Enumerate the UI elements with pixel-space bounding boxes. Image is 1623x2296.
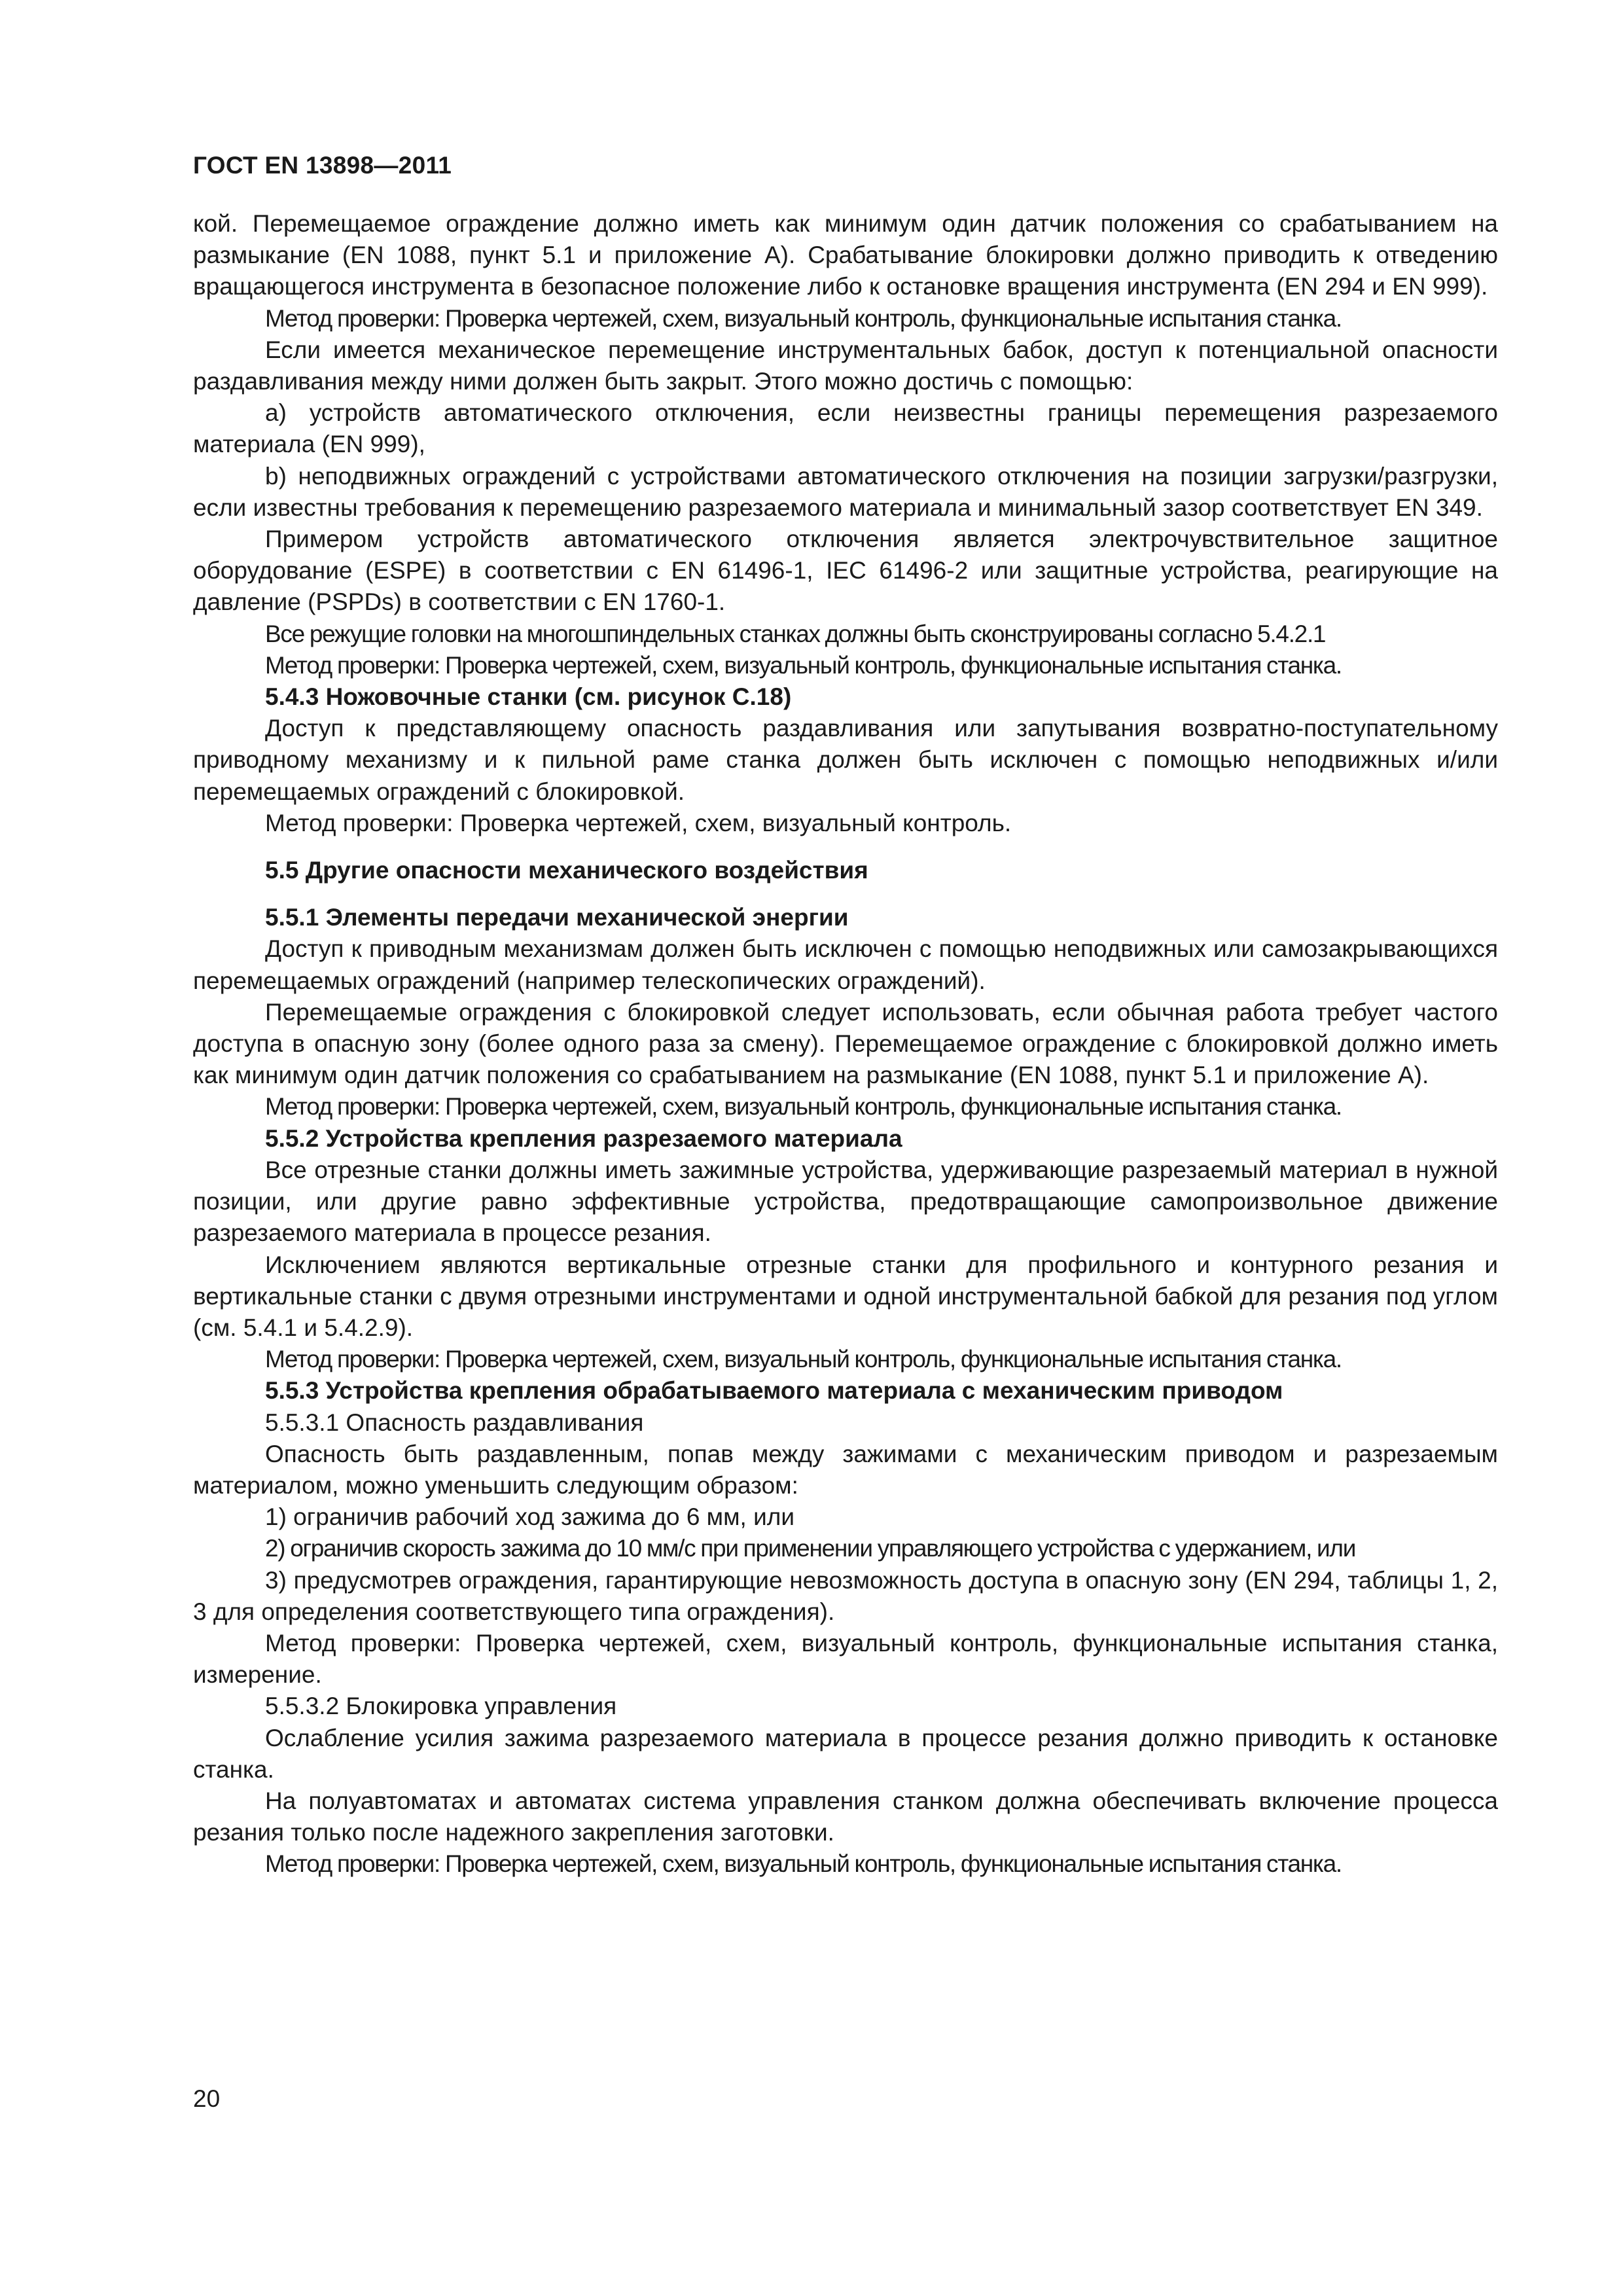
verification-method: Метод проверки: Проверка чертежей, схем, визуальный контроль, функциональные испытания станка, измерение.: [193, 1629, 1498, 1689]
section-heading: 5.4.3 Ножовочные станки (см. рисунок С.18): [265, 683, 792, 711]
verification-method: Метод проверки: Проверка чертежей, схем, визуальный контроль, функциональные испытания станка.: [265, 1850, 1342, 1878]
verification-method: Метод проверки: Проверка чертежей, схем, визуальный контроль, функциональные испытания станка.: [265, 304, 1342, 332]
paragraph: Опасность быть раздавленным, попав между зажимами с механическим приводом и разрезаемым материалом, можно уменьшить следующим образом:: [193, 1440, 1498, 1499]
paragraph: На полуавтоматах и автоматах система управления станком должна обеспечивать включение процесса резания только после надежного закрепления заготовки.: [193, 1787, 1498, 1846]
paragraph: Все режущие головки на многошпиндельных станках должны быть сконструированы согласно 5.4.2.1: [265, 620, 1326, 647]
paragraph: кой. Перемещаемое ограждение должно иметь как минимум один датчик положения со срабатыванием на размыкание (EN 1088, пункт 5.1 и приложение А). Срабатывание блокировки должно приводить к отведению вращающегося инструмента в безопасное положение либо к остановке вращения инструмента (EN 294 и EN 999).: [193, 210, 1498, 300]
section-heading: 5.5.1 Элементы передачи механической энергии: [265, 904, 849, 931]
section-heading: 5.5.2 Устройства крепления разрезаемого материала: [265, 1124, 902, 1152]
section-heading: 5.5 Другие опасности механического воздействия: [265, 857, 868, 884]
paragraph: Перемещаемые ограждения с блокировкой следует использовать, если обычная работа требует частого доступа в опасную зону (более одного раза за смену). Перемещаемое ограждение с блокировкой должно иметь как минимум один датчик положения со срабатыванием на размыкание (EN 1088, пункт 5.1 и приложение А).: [193, 998, 1498, 1089]
paragraph: Исключением являются вертикальные отрезные станки для профильного и контурного резания и вертикальные станки с двумя отрезными инструментами и одной инструментальной бабкой для резания под углом (см. 5.4.1 и 5.4.2.9).: [193, 1251, 1498, 1341]
paragraph: Ослабление усилия зажима разрезаемого материала в процессе резания должно приводить к остановке станка.: [193, 1724, 1498, 1783]
list-item: 1) ограничив рабочий ход зажима до 6 мм, или: [265, 1503, 795, 1531]
paragraph: Примером устройств автоматического отключения является электрочувствительное защитное оборудование (ESPE) в соответствии с EN 61496-1, IEC 61496-2 или защитные устройства, реагирующие на давление (PSPDs) в соответствии с EN 1760-1.: [193, 526, 1498, 616]
page-header: ГОСТ EN 13898—2011: [193, 152, 452, 179]
paragraph: Если имеется механическое перемещение инструментальных бабок, доступ к потенциальной опасности раздавливания между ними должен быть закрыт. Этого можно достичь с помощью:: [193, 336, 1498, 395]
paragraph: Доступ к приводным механизмам должен быть исключен с помощью неподвижных или самозакрывающихся перемещаемых ограждений (например телескопических ограждений).: [193, 935, 1498, 994]
section-heading: 5.5.3 Устройства крепления обрабатываемого материала с механическим приводом: [265, 1377, 1283, 1405]
subsection-heading: 5.5.3.1 Опасность раздавливания: [265, 1408, 644, 1436]
list-item: 2) ограничив скорость зажима до 10 мм/с при применении управляющего устройства с удержанием, или: [265, 1535, 1356, 1562]
subsection-heading: 5.5.3.2 Блокировка управления: [265, 1693, 617, 1720]
paragraph: Доступ к представляющему опасность раздавливания или запутывания возвратно-поступательному приводному механизму и к пильной раме станка должен быть исключен с помощью неподвижных и/или перемещаемых ограждений с блокировкой.: [193, 715, 1498, 805]
verification-method: Метод проверки: Проверка чертежей, схем, визуальный контроль, функциональные испытания станка.: [265, 1093, 1342, 1121]
paragraph: Все отрезные станки должны иметь зажимные устройства, удерживающие разрезаемый материал в нужной позиции, или другие равно эффективные устройства, предотвращающие самопроизвольное движение разрезаемого материала в процессе резания.: [193, 1156, 1498, 1247]
verification-method: Метод проверки: Проверка чертежей, схем, визуальный контроль.: [265, 809, 1012, 836]
list-item: b) неподвижных ограждений с устройствами автоматического отключения на позиции загрузки/разгрузки, если известны требования к перемещению разрезаемого материала и минимальный зазор соответствует EN 349.: [193, 462, 1498, 521]
verification-method: Метод проверки: Проверка чертежей, схем, визуальный контроль, функциональные испытания станка.: [265, 1346, 1342, 1373]
list-item: 3) предусмотрев ограждения, гарантирующие невозможность доступа в опасную зону (EN 294, таблицы 1, 2, 3 для определения соответствующего типа ограждения).: [193, 1566, 1498, 1625]
page-number: 20: [193, 2085, 221, 2112]
list-item: а) устройств автоматического отключения, если неизвестны границы перемещения разрезаемого материала (EN 999),: [193, 399, 1498, 458]
document-body: [193, 208, 1498, 1880]
verification-method: Метод проверки: Проверка чертежей, схем, визуальный контроль, функциональные испытания станка.: [265, 651, 1342, 679]
